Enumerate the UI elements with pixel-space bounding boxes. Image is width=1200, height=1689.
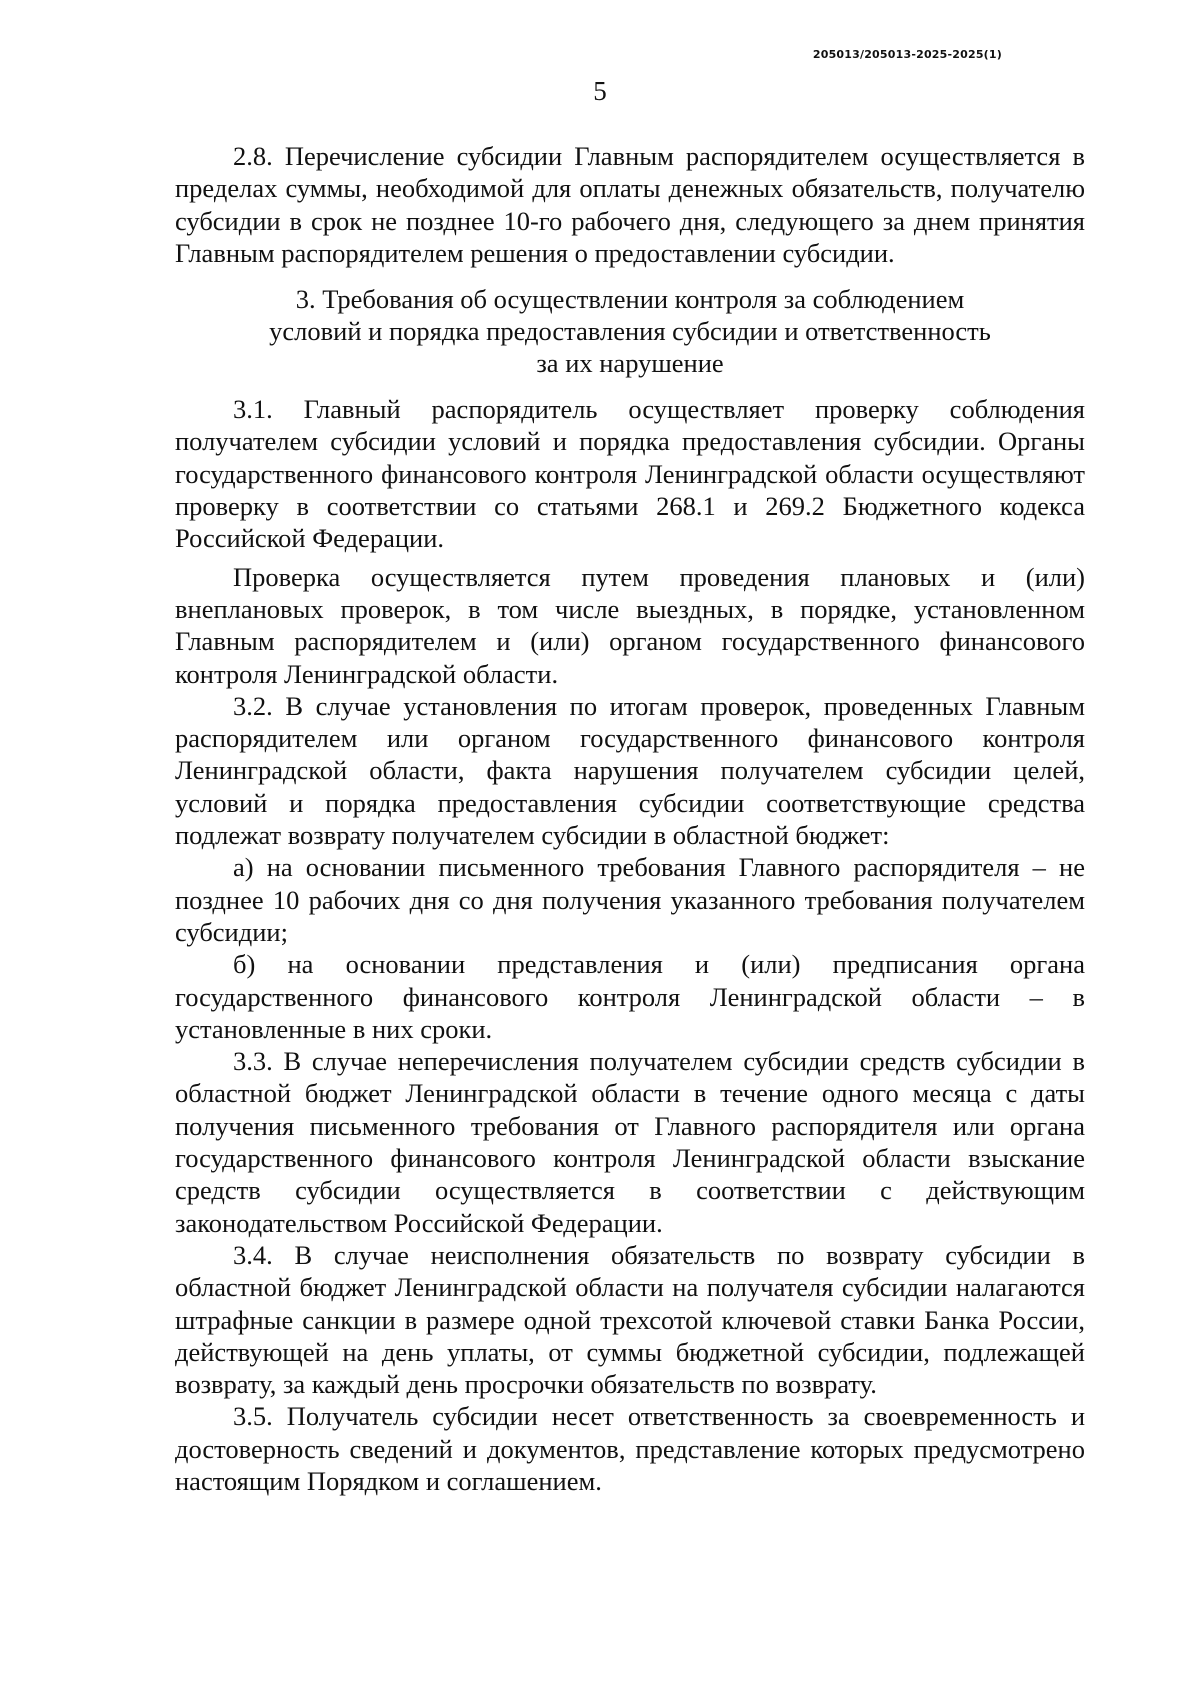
page-number: 5 [593,76,607,106]
paragraph-3-2: 3.2. В случае установления по итогам проверок, проведенных Главным распорядителем или органом государственного финансового контроля Ленинградской области, факта нарушения получателем субсидии целей, условий и порядка предоставления субсидии соответствующие средства подлежат возврату получателем субсидии в областной бюджет: [175,690,1085,851]
paragraph-3-2-b: б) на основании представления и (или) предписания органа государственного финансового контроля Ленинградской области – в установленные в них сроки. [175,949,1085,1044]
paragraph-3-1-inspection: Проверка осуществляется путем проведения плановых и (или) внеплановых проверок, в том числе выездных, в порядке, установленном Главным распорядителем и (или) органом государственного финансового контроля Ленинградской области. [175,561,1085,689]
section-3-heading [175,283,1085,379]
document-registration-code: 205013/205013-2025-2025(1) [812,48,1002,61]
paragraph-2-8: 2.8. Перечисление субсидии Главным распорядителем осуществляется в пределах суммы, необходимой для оплаты денежных обязательств, получателю субсидии в срок не позднее 10-го рабочего дня, следующего за днем принятия Главным распорядителем решения о предоставлении субсидии. [175,141,1085,268]
paragraph-3-1: 3.1. Главный распорядитель осуществляет проверку соблюдения получателем субсидии условий и порядка предоставления субсидии. Органы государственного финансового контроля Ленинградской области осуществляют проверку в соответствии со статьями 268.1 и 269.2 Бюджетного кодекса Российской Федерации. [175,394,1085,554]
paragraph-3-2-a: а) на основании письменного требования Главного распорядителя – не позднее 10 рабочих дня со дня получения указанного требования получателем субсидии; [175,852,1085,947]
document-body [175,140,1085,1497]
paragraph-3-4: 3.4. В случае неисполнения обязательств по возврату субсидии в областной бюджет Ленинградской области на получателя субсидии налагаются штрафные санкции в размере одной трехсотой ключевой ставки Банка России, действующей на день уплаты, от суммы бюджетной субсидии, подлежащей возврату, за каждый день просрочки обязательств по возврату. [175,1239,1085,1400]
section-3-heading-line-2: условий и порядка предоставления субсидии и ответственность [269,316,991,347]
section-3-heading-line-1: 3. Требования об осуществлении контроля за соблюдением [295,284,965,315]
paragraph-3-5: 3.5. Получатель субсидии несет ответственность за своевременность и достоверность сведений и документов, представление которых предусмотрено настоящим Порядком и соглашением. [175,1401,1085,1496]
paragraph-3-3: 3.3. В случае неперечисления получателем субсидии средств субсидии в областной бюджет Ленинградской области в течение одного месяца с даты получения письменного требования от Главного распорядителя или органа государственного финансового контроля Ленинградской области взыскание средств субсидии осуществляется в соответствии с действующим законодательством Российской Федерации. [175,1046,1085,1238]
section-3-heading-line-3: за их нарушение [536,348,724,379]
